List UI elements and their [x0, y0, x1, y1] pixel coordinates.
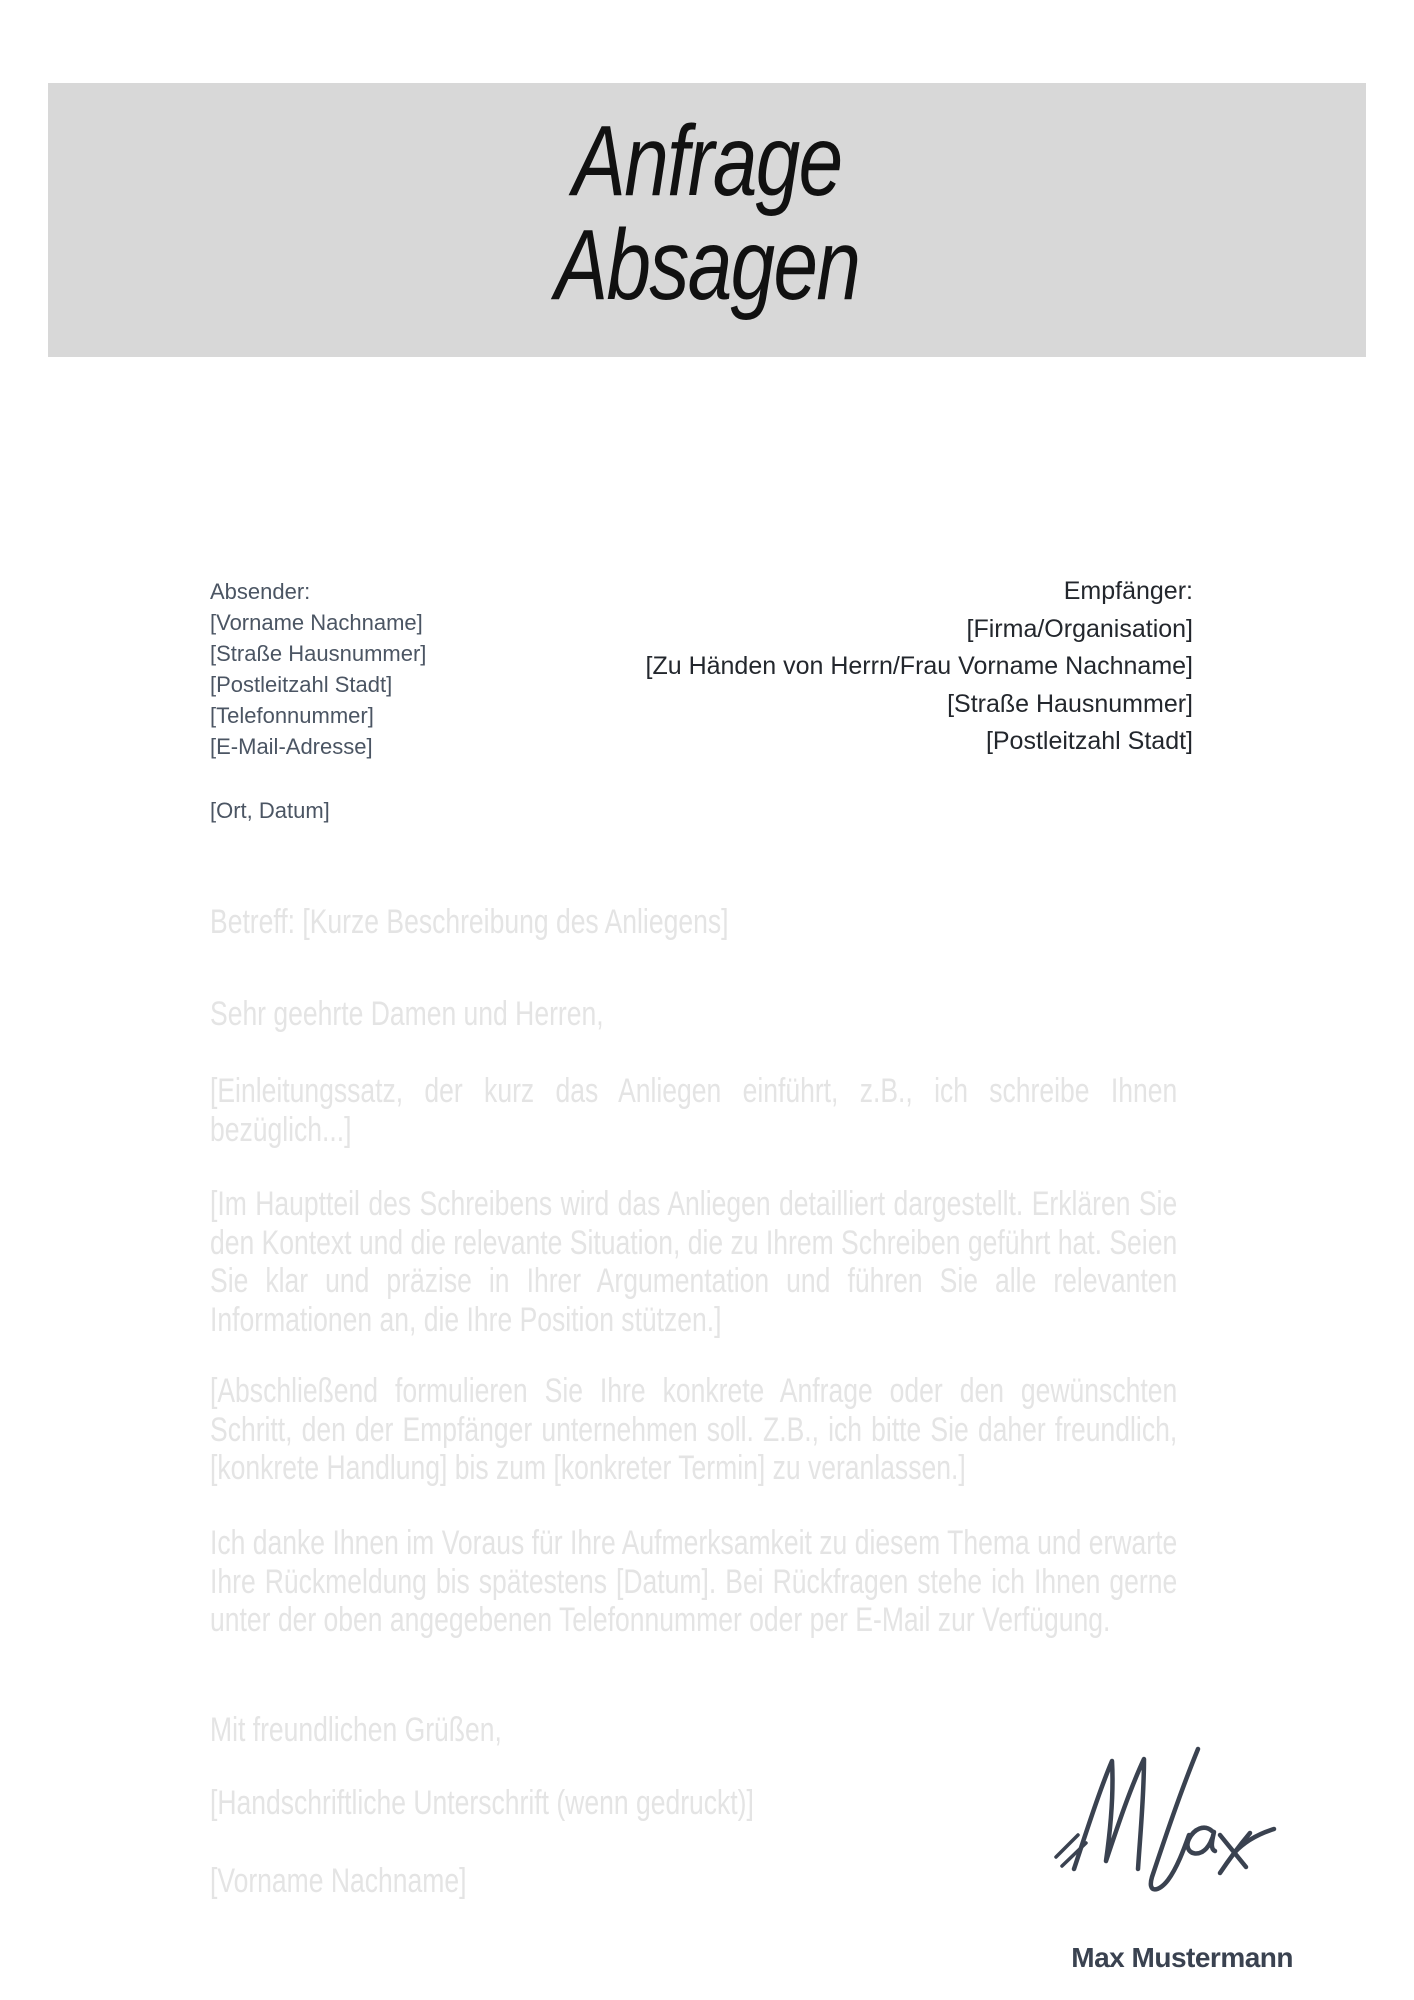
sender-line-street: [Straße Hausnummer] [210, 641, 427, 666]
letter-body [210, 0, 1177, 2000]
salutation: Sehr geehrte Damen und Herren, [210, 995, 604, 1033]
signature-placeholder: [Handschriftliche Unterschrift (wenn gedruckt)] [210, 1784, 754, 1822]
place-date: [Ort, Datum] [210, 798, 330, 823]
closing-line: Mit freundlichen Grüßen, [210, 1711, 502, 1749]
subject-line: Betreff: [Kurze Beschreibung des Anliegens] [210, 903, 729, 941]
recipient-label: Empfänger: [1063, 577, 1193, 605]
recipient-line-street: [Straße Hausnummer] [947, 689, 1193, 718]
body-paragraph-intro: [Einleitungssatz, der kurz das Anliegen einführt, z.B., ich schreibe Ihnen bezüglich...] [210, 1072, 1178, 1149]
signer-name: Max Mustermann [1071, 1942, 1293, 1973]
sender-label: Absender: [210, 579, 311, 604]
body-paragraph-request: [Abschließend formulieren Sie Ihre konkrete Anfrage oder den gewünschten Schritt, den der Empfänger unternehmen soll. Z.B., ich bitte Sie daher freundlich, [konkrete Handlung] bis zum [konkreter Termin] zu veranlassen.] [210, 1372, 1178, 1487]
sender-line-name: [Vorname Nachname] [210, 610, 423, 635]
recipient-line-city: [Postleitzahl Stadt] [985, 727, 1193, 755]
sender-line-city: [Postleitzahl Stadt] [210, 672, 393, 697]
recipient-line-company: [Firma/Organisation] [966, 614, 1193, 643]
sender-line-phone: [Telefonnummer] [210, 703, 374, 728]
page-title-line-1: Anfrage [572, 105, 842, 217]
name-placeholder: [Vorname Nachname] [210, 1862, 467, 1900]
recipient-line-attention: [Zu Händen von Herrn/Frau Vorname Nachname] [645, 652, 1193, 680]
page-title-line-2: Absagen [554, 209, 860, 321]
body-paragraph-thanks: Ich danke Ihnen im Voraus für Ihre Aufmerksamkeit zu diesem Thema und erwarte Ihre Rückmeldung bis spätestens [Datum]. Bei Rückfragen stehe ich Ihnen gerne unter der oben angegebenen Telefonnummer oder per E-Mail zur Verfügung. [210, 1524, 1178, 1639]
body-paragraph-main: [Im Hauptteil des Schreibens wird das Anliegen detailliert dargestellt. Erklären Sie den Kontext und die relevante Situation, die zu Ihrem Schreiben geführt hat. Seien Sie klar und präzise in Ihrer Argumentation und führen Sie alle relevanten Informationen an, die Ihre Position stützen.] [210, 1185, 1178, 1339]
sender-line-email: [E-Mail-Adresse] [210, 734, 373, 759]
handwritten-signature-image [1048, 1745, 1278, 1895]
